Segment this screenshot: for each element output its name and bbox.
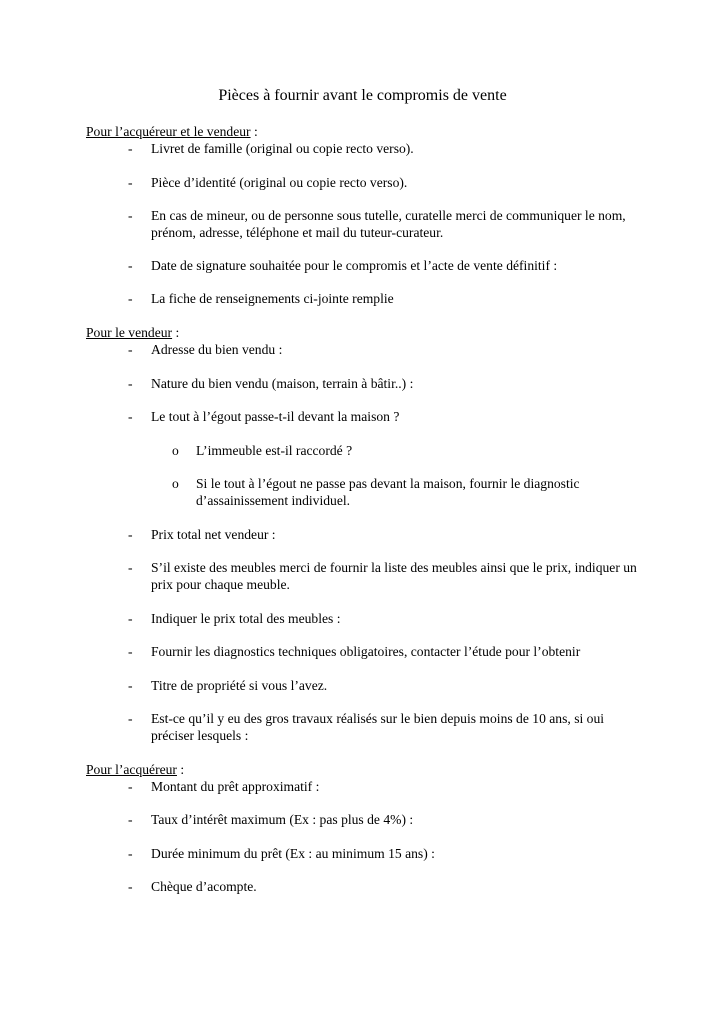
list-item bbox=[128, 408, 638, 425]
dash-marker: - bbox=[128, 879, 133, 894]
list-item bbox=[128, 290, 638, 307]
section-heading-colon: : bbox=[250, 124, 258, 139]
list-item-text: Pièce d’identité (original ou copie recto verso). bbox=[151, 175, 408, 190]
list-item bbox=[128, 559, 638, 593]
list-item bbox=[128, 257, 638, 274]
list-item bbox=[128, 811, 638, 828]
list-item bbox=[128, 526, 638, 543]
dash-marker: - bbox=[128, 711, 133, 726]
list-item bbox=[128, 207, 638, 241]
list-item-text: Durée minimum du prêt (Ex : au minimum 15 ans) : bbox=[151, 846, 435, 861]
list-item-text: Taux d’intérêt maximum (Ex : pas plus de 4%) : bbox=[151, 812, 414, 827]
list-item bbox=[128, 778, 638, 795]
list-item bbox=[128, 140, 638, 157]
list-item-text: Adresse du bien vendu : bbox=[151, 342, 283, 357]
section-heading-text: Pour l’acquéreur et le vendeur bbox=[86, 124, 251, 139]
list-item-text: Nature du bien vendu (maison, terrain à bâtir..) : bbox=[151, 376, 414, 391]
list-item-text: Date de signature souhaitée pour le compromis et l’acte de vente définitif : bbox=[151, 258, 558, 273]
list-item-text: La fiche de renseignements ci-jointe remplie bbox=[151, 291, 394, 306]
list-item-text: Le tout à l’égout passe-t-il devant la maison ? bbox=[151, 409, 400, 424]
list-item bbox=[128, 174, 638, 191]
list-item-text: S’il existe des meubles merci de fournir la liste des meubles ainsi que le prix, indiquer un prix pour chaque meuble. bbox=[151, 560, 637, 592]
sub-list-item-text: L’immeuble est-il raccordé ? bbox=[196, 443, 353, 458]
list-item-text: Fournir les diagnostics techniques obligatoires, contacter l’étude pour l’obtenir bbox=[151, 644, 581, 659]
list-item-text: Chèque d’acompte. bbox=[151, 879, 257, 894]
dash-marker: - bbox=[128, 846, 133, 861]
list-item bbox=[128, 341, 638, 358]
dash-marker: - bbox=[128, 644, 133, 659]
dash-marker: - bbox=[128, 141, 133, 156]
section-heading-buyer-and-seller bbox=[86, 123, 258, 140]
list-item-text: Titre de propriété si vous l’avez. bbox=[151, 678, 328, 693]
list-item-text: En cas de mineur, ou de personne sous tutelle, curatelle merci de communiquer le nom, prénom, adresse, téléphone et mail du tuteur-curateur. bbox=[151, 208, 626, 240]
document-title: Pièces à fournir avant le compromis de vente bbox=[218, 87, 507, 104]
circle-bullet-icon: o bbox=[172, 476, 179, 491]
dash-marker: - bbox=[128, 779, 133, 794]
list-item bbox=[128, 643, 638, 660]
dash-marker: - bbox=[128, 258, 133, 273]
section-heading-text: Pour le vendeur bbox=[86, 325, 173, 340]
list-item bbox=[128, 677, 638, 694]
dash-marker: - bbox=[128, 409, 133, 424]
list-item-text: Livret de famille (original ou copie recto verso). bbox=[151, 141, 414, 156]
section-heading-colon: : bbox=[172, 325, 180, 340]
sub-list-item bbox=[172, 475, 642, 509]
list-item-text: Est-ce qu’il y eu des gros travaux réalisés sur le bien depuis moins de 10 ans, si oui préciser lesquels : bbox=[151, 711, 605, 743]
section-heading-seller bbox=[86, 324, 179, 341]
dash-marker: - bbox=[128, 175, 133, 190]
sub-list-item-text: Si le tout à l’égout ne passe pas devant la maison, fournir le diagnostic d’assainissement individuel. bbox=[196, 476, 580, 508]
section-heading-buyer bbox=[86, 761, 184, 778]
dash-marker: - bbox=[128, 208, 133, 223]
list-item bbox=[128, 845, 638, 862]
list-item bbox=[128, 610, 638, 627]
list-item-text: Montant du prêt approximatif : bbox=[151, 779, 320, 794]
list-item bbox=[128, 375, 638, 392]
sub-list-item bbox=[172, 442, 642, 459]
dash-marker: - bbox=[128, 678, 133, 693]
section-heading-text: Pour l’acquéreur bbox=[86, 762, 177, 777]
dash-marker: - bbox=[128, 611, 133, 626]
list-item bbox=[128, 710, 638, 744]
dash-marker: - bbox=[128, 812, 133, 827]
dash-marker: - bbox=[128, 342, 133, 357]
section-heading-colon: : bbox=[176, 762, 185, 777]
list-item bbox=[128, 878, 638, 895]
circle-bullet-icon: o bbox=[172, 443, 179, 458]
dash-marker: - bbox=[128, 527, 133, 542]
dash-marker: - bbox=[128, 376, 133, 391]
list-item-text: Prix total net vendeur : bbox=[151, 527, 276, 542]
dash-marker: - bbox=[128, 291, 133, 306]
dash-marker: - bbox=[128, 560, 133, 575]
list-item-text: Indiquer le prix total des meubles : bbox=[151, 611, 341, 626]
